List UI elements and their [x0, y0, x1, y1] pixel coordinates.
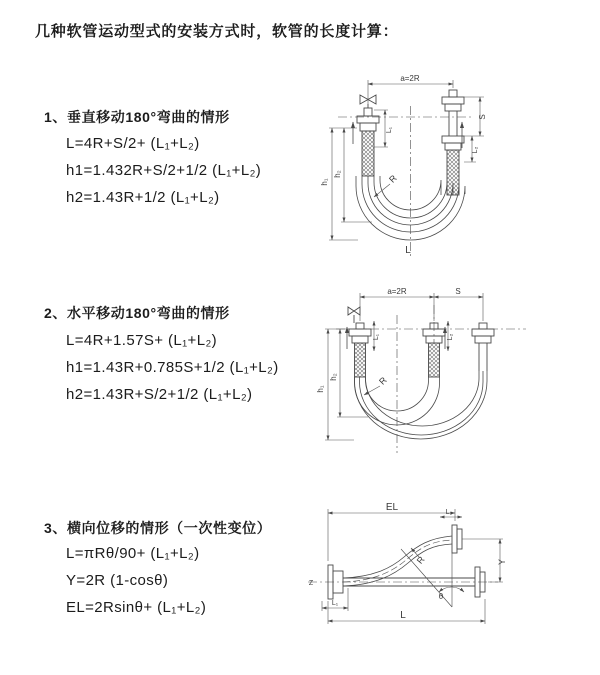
dim-label-r: R	[377, 375, 389, 387]
dim-label-z: Z	[308, 580, 314, 587]
upper-flange	[452, 525, 462, 553]
dim-label-l2: L₂	[445, 509, 453, 516]
hose-s-curve	[343, 536, 452, 586]
dim-label-l1: L₁	[331, 600, 339, 607]
section-1-formula-h1: h1=1.432R+S/2+1/2 (L₁+L₂)	[66, 162, 262, 179]
dim-label-r: R	[387, 173, 399, 185]
dim-label-theta: θ	[438, 592, 444, 601]
valve-icon	[348, 307, 360, 323]
right-pipe-fitting	[442, 90, 464, 195]
diagram1-labels	[320, 74, 487, 256]
section-1-heading: 1、垂直移动180°弯曲的情形	[44, 109, 230, 125]
dim-label-h2: h₂	[333, 170, 342, 178]
section-2-heading: 2、水平移动180°弯曲的情形	[44, 305, 230, 321]
section-1-formula-l: L=4R+S/2+ (L₁+L₂)	[66, 135, 200, 152]
section-3-formula-l: L=πRθ/90+ (L₁+L₂)	[66, 545, 200, 562]
dim-label-r: R	[414, 554, 427, 566]
diagram-horizontal-180-bend	[312, 285, 600, 460]
dim-label-y: Y	[497, 558, 507, 566]
dim-label-el: EL	[385, 502, 399, 513]
section-3-formula-el: EL=2Rsinθ+ (L₁+L₂)	[66, 599, 207, 616]
dim-label-l1: L₁	[373, 333, 380, 341]
dim-label-h1: h₁	[320, 178, 329, 186]
left-pipe-fitting	[349, 323, 371, 377]
diagram3-labels	[309, 502, 507, 621]
page-title: 几种软管运动型式的安装方式时，软管的长度计算：	[35, 23, 399, 40]
dim-label-h1: h₁	[316, 385, 325, 393]
diagram-lateral-displacement	[300, 495, 600, 655]
dim-label-l2: L₂	[447, 333, 454, 341]
section-1-formula-h2: h2=1.43R+1/2 (L₁+L₂)	[66, 189, 220, 206]
dim-label-a2r: a=2R	[387, 287, 407, 296]
section-2-formula-h2: h2=1.43R+S/2+1/2 (L₁+L₂)	[66, 386, 253, 403]
mid-pipe-fitting	[423, 323, 445, 377]
left-pipe-fitting	[357, 108, 379, 176]
dim-label-l: L	[405, 245, 411, 256]
dim-label-l1: L₁	[386, 126, 393, 134]
dimension-lines	[322, 509, 503, 624]
dim-label-s: S	[455, 287, 461, 296]
dim-label-l2: L₂	[472, 146, 479, 154]
dim-label-h2: h₂	[329, 373, 338, 381]
dim-label-l: L	[400, 610, 406, 621]
dim-label-s: S	[478, 114, 487, 120]
dim-label-a2r: a=2R	[400, 74, 420, 83]
right-pipe-fitting	[472, 323, 494, 371]
section-3-formula-y: Y=2R (1-cosθ)	[66, 572, 169, 589]
section-2-formula-l: L=4R+1.57S+ (L₁+L₂)	[66, 332, 218, 349]
diagram-vertical-180-bend	[312, 70, 597, 260]
hose-curves	[355, 371, 488, 439]
section-3-heading: 3、横向位移的情形（一次性变位）	[44, 520, 272, 536]
section-2-formula-h1: h1=1.43R+0.785S+1/2 (L₁+L₂)	[66, 359, 279, 376]
